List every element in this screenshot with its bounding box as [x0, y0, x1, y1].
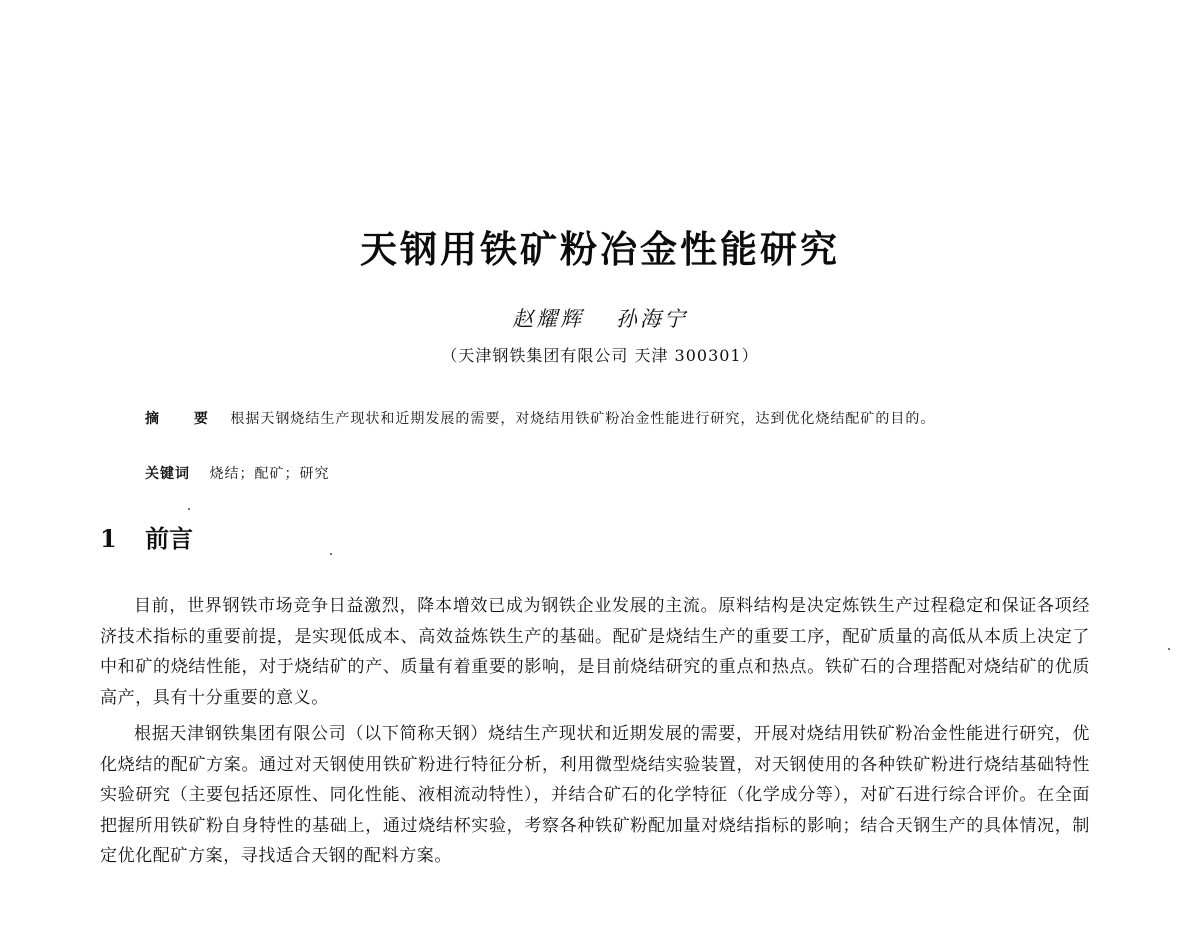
keywords [145, 463, 329, 483]
abstract-label: 摘 要 [145, 411, 223, 427]
scan-speck [1168, 648, 1170, 650]
paragraph: 目前，世界钢铁市场竞争日益激烈，降本增效已成为钢铁企业发展的主流。原料结构是决定炼铁生产过程稳定和保证各项经济技术指标的重要前提，是实现低成本、高效益炼铁生产的基础。配矿是烧结生产的重要工序，配矿质量的高低从本质上决定了中和矿的烧结性能，对于烧结矿的产、质量有着重要的影响，是目前烧结研究的重点和热点。铁矿石的合理搭配对烧结矿的优质高产，具有十分重要的意义。 [100, 596, 1090, 708]
section-number: 1 [100, 524, 117, 553]
section-heading [100, 519, 193, 554]
keywords-text: 烧结；配矿；研究 [209, 466, 330, 482]
paper-affiliation: （天津钢铁集团有限公司 天津 300301） [441, 346, 759, 365]
keywords-label: 关键词 [145, 466, 190, 482]
paper-title: 天钢用铁矿粉冶金性能研究 [360, 228, 840, 271]
abstract [145, 407, 1055, 432]
section-title: 前言 [145, 525, 194, 553]
scan-speck [330, 553, 332, 555]
paper-authors: 赵耀辉 孙海宁 [512, 307, 688, 331]
scan-speck [188, 508, 190, 510]
paragraph: 根据天津钢铁集团有限公司（以下简称天钢）烧结生产现状和近期发展的需要，开展对烧结用铁矿粉冶金性能进行研究，优化烧结的配矿方案。通过对天钢使用铁矿粉进行特征分析，利用微型烧结实验装置，对天钢使用的各种铁矿粉进行烧结基础特性实验研究（主要包括还原性、同化性能、液相流动特性），并结合矿石的化学特征（化学成分等），对矿石进行综合评价。在全面把握所用铁矿粉自身特性的基础上，通过烧结杯实验，考察各种铁矿粉配加量对烧结指标的影响；结合天钢生产的具体情况，制定优化配矿方案，寻找适合天钢的配料方案。 [100, 724, 1090, 866]
abstract-text: 根据天钢烧结生产现状和近期发展的需要，对烧结用铁矿粉冶金性能进行研究，达到优化烧结配矿的目的。 [230, 411, 936, 427]
